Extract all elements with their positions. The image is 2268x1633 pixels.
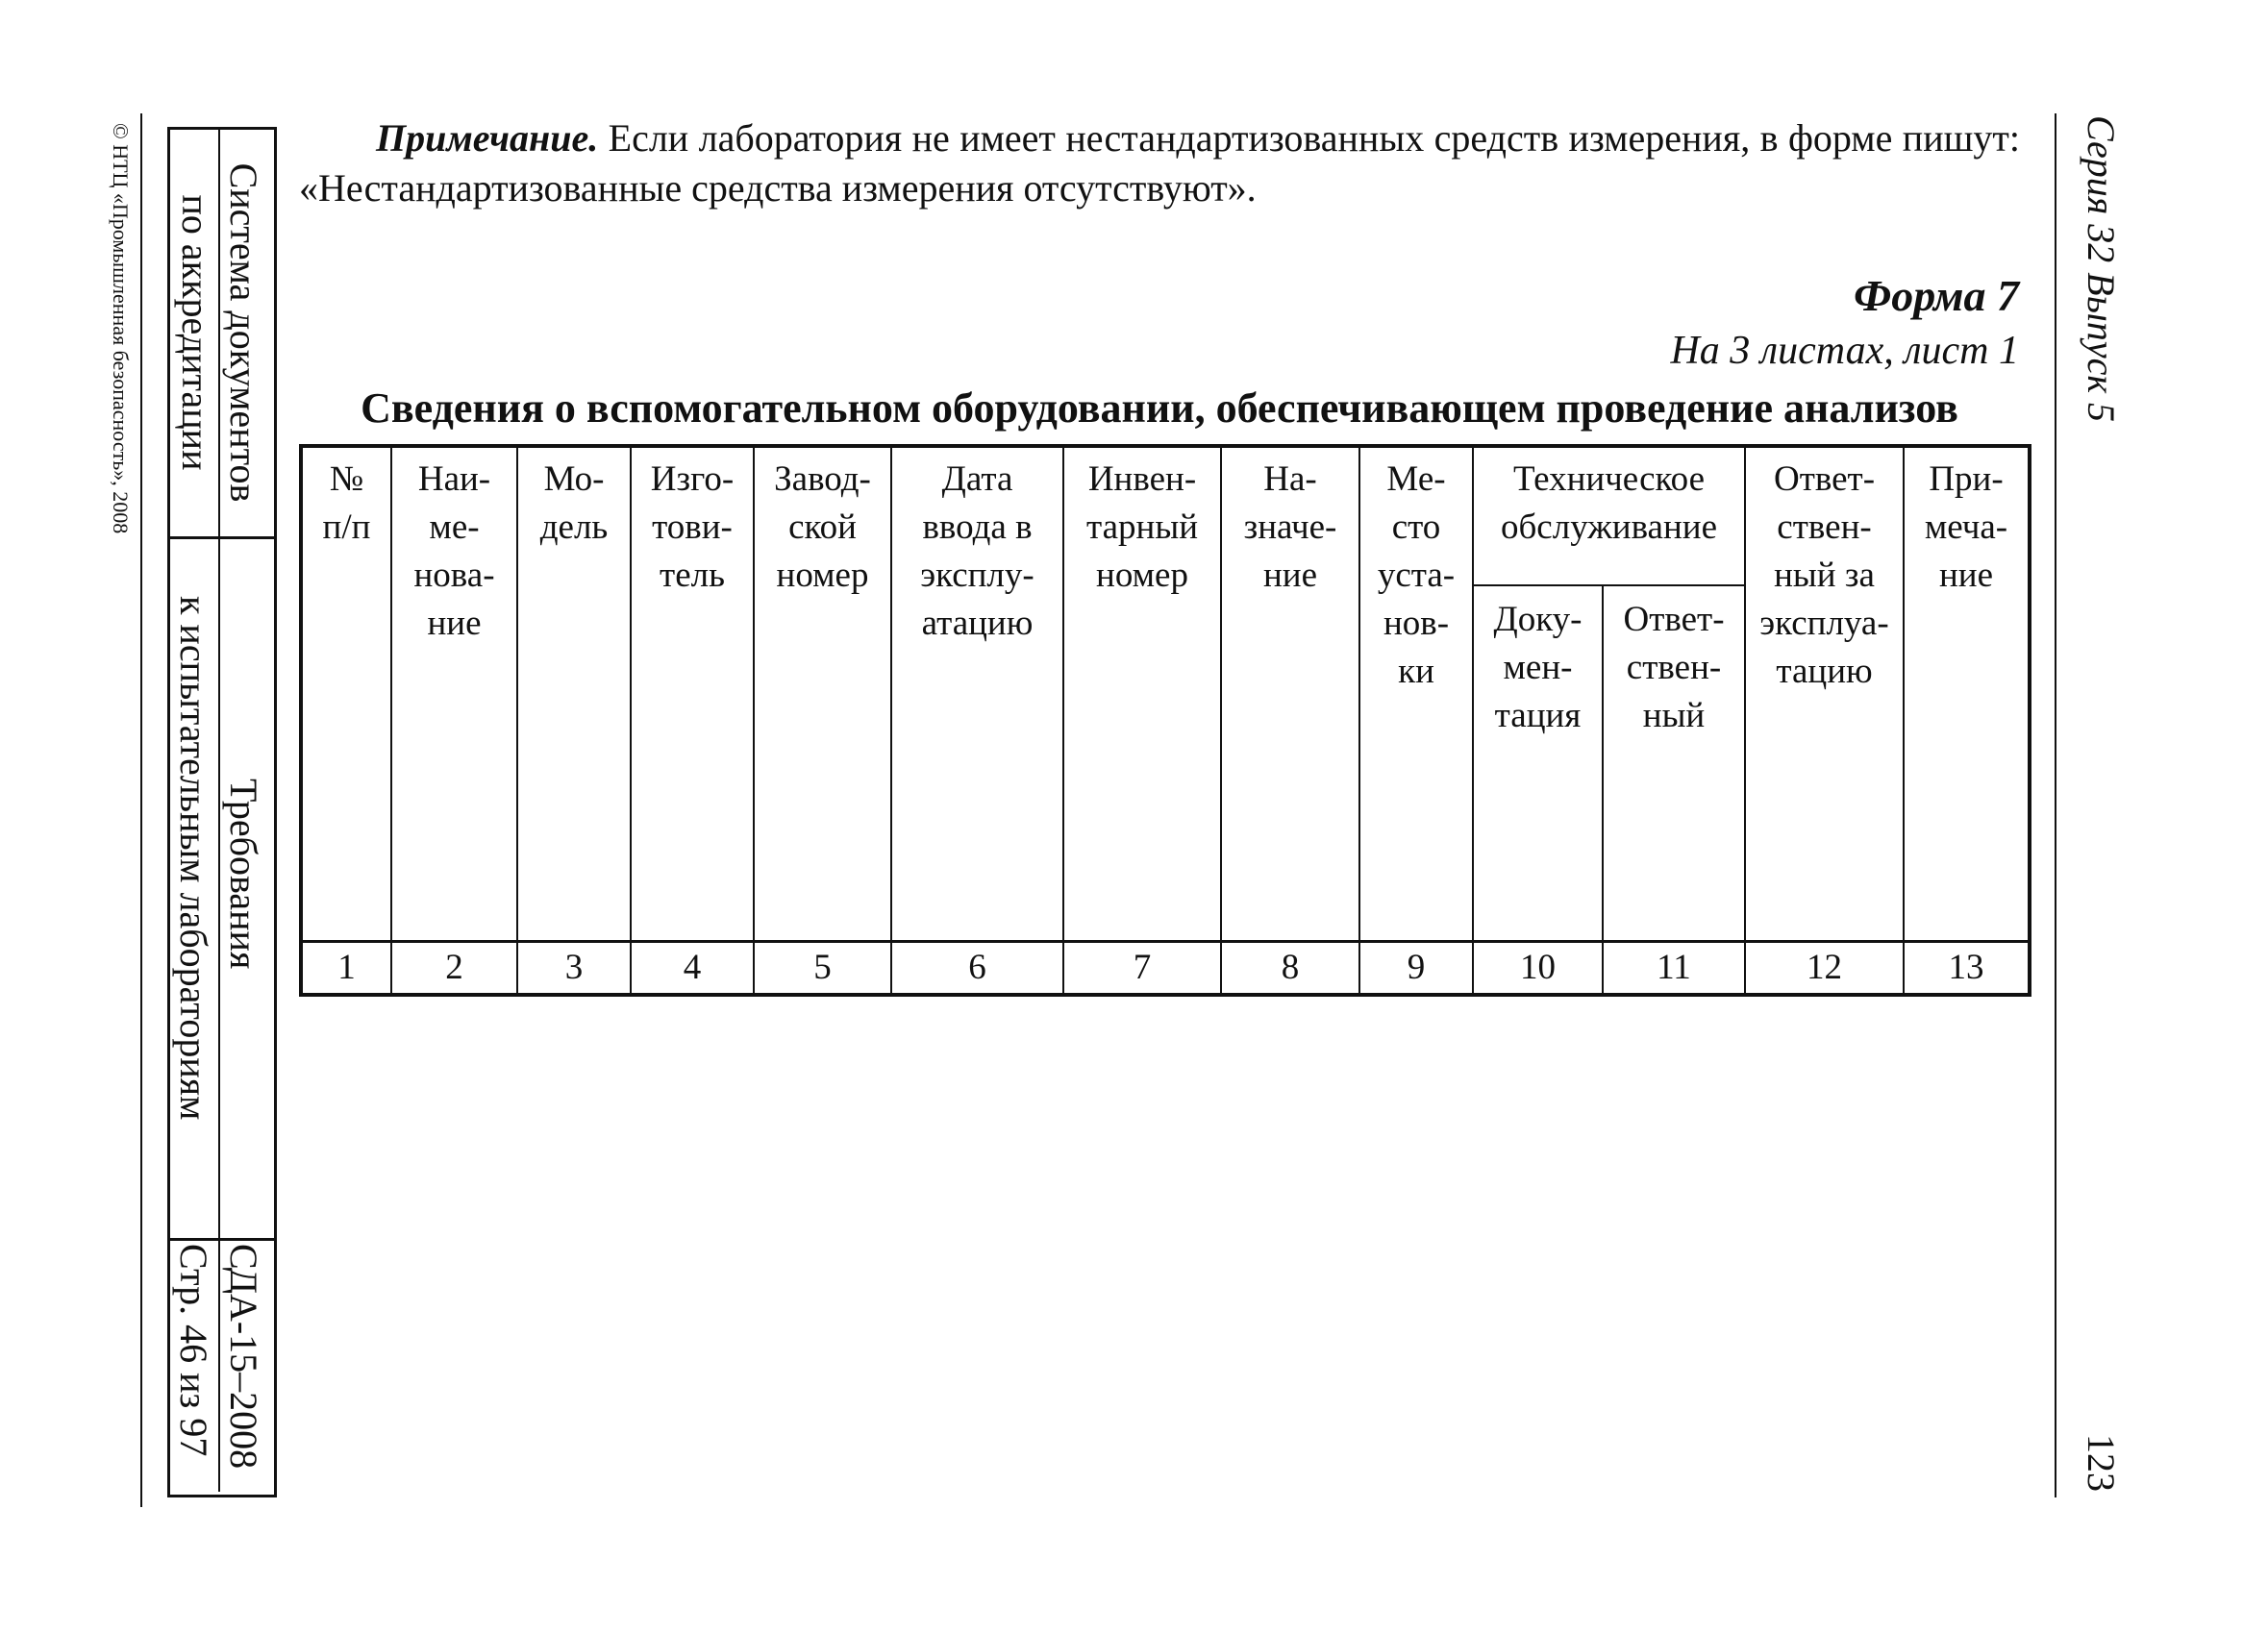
header-text: Дата ввода в эксплу- атацию	[920, 459, 1034, 643]
subheader-text: Доку- мен- тация	[1493, 600, 1583, 736]
header-cell	[891, 446, 1063, 942]
column-number: 5	[754, 942, 891, 996]
header-text: Ме- сто уста- нов- ки	[1377, 459, 1456, 691]
header-cell-maintenance	[1473, 446, 1745, 585]
column-number: 7	[1063, 942, 1221, 996]
subheader-cell	[1603, 585, 1745, 941]
copyright: © НТЦ «Промышленная безопасность», 2008	[109, 123, 133, 534]
subheader-text: Ответ- ствен- ный	[1623, 600, 1725, 736]
header-text: Инвен- тарный номер	[1085, 459, 1198, 595]
header-cell	[517, 446, 631, 942]
column-number: 6	[891, 942, 1063, 996]
table-title: Сведения о вспомогательном оборудовании, обеспечивающем проведение анализов	[361, 384, 1958, 432]
column-number: 12	[1745, 942, 1904, 996]
doc-frame-rule	[167, 1238, 277, 1241]
note-paragraph	[299, 113, 2020, 213]
left-margin-rule	[140, 113, 142, 1507]
doc-code: СДА-15–2008	[222, 1244, 265, 1470]
header-text: На- значе- ние	[1243, 459, 1337, 595]
column-number: 8	[1221, 942, 1359, 996]
header-text: Наи- ме- нова- ние	[413, 459, 495, 643]
doc-page: Стр. 46 из 97	[172, 1244, 215, 1457]
header-cell	[1221, 446, 1359, 942]
column-number: 10	[1473, 942, 1603, 996]
column-number: 11	[1603, 942, 1745, 996]
header-text: При- меча- ние	[1924, 459, 2008, 595]
header-text: Изго- тови- тель	[650, 459, 735, 595]
note-text: Если лаборатория не имеет нестандартизованных средств измерения, в форме пишут: «Нестандартизованные средства измерения отсутствуют».	[299, 116, 2020, 210]
doc-title-line2: к испытательным лабораториям	[172, 596, 215, 1121]
doc-frame-rule	[167, 536, 277, 539]
equipment-table	[299, 444, 2031, 997]
form-number: Форма 7	[1854, 271, 2019, 320]
column-number: 2	[391, 942, 517, 996]
header-cell	[754, 446, 891, 942]
column-number: 3	[517, 942, 631, 996]
header-text: Мо- дель	[539, 459, 609, 547]
column-number: 9	[1359, 942, 1473, 996]
column-number: 1	[301, 942, 391, 996]
header-text: Техническое обслуживание	[1500, 459, 1718, 547]
header-cell	[1904, 446, 2030, 942]
header-text: Завод- ской номер	[774, 459, 871, 595]
system-title-line1	[171, 131, 267, 534]
header-text: № п/п	[322, 459, 371, 547]
page-number: 123	[2080, 1434, 2123, 1492]
note-label: Примечание.	[376, 116, 599, 160]
header-text: Ответ- ствен- ный за эксплуа- тацию	[1759, 459, 1889, 691]
series-label: Серия 32 Выпуск 5	[2080, 115, 2123, 423]
header-cell	[301, 446, 391, 942]
header-cell	[631, 446, 754, 942]
header-cell	[391, 446, 517, 942]
doc-title-line1: Требования	[222, 779, 265, 970]
column-number: 4	[631, 942, 754, 996]
header-cell	[1359, 446, 1473, 942]
header-cell	[1063, 446, 1221, 942]
right-margin-rule	[2055, 113, 2056, 1497]
system-title: Система документов по аккредитации	[174, 162, 265, 503]
form-sheets: На 3 листах, лист 1	[1670, 329, 2019, 373]
header-cell	[1745, 446, 1904, 942]
subheader-cell	[1473, 585, 1603, 941]
column-number: 13	[1904, 942, 2030, 996]
